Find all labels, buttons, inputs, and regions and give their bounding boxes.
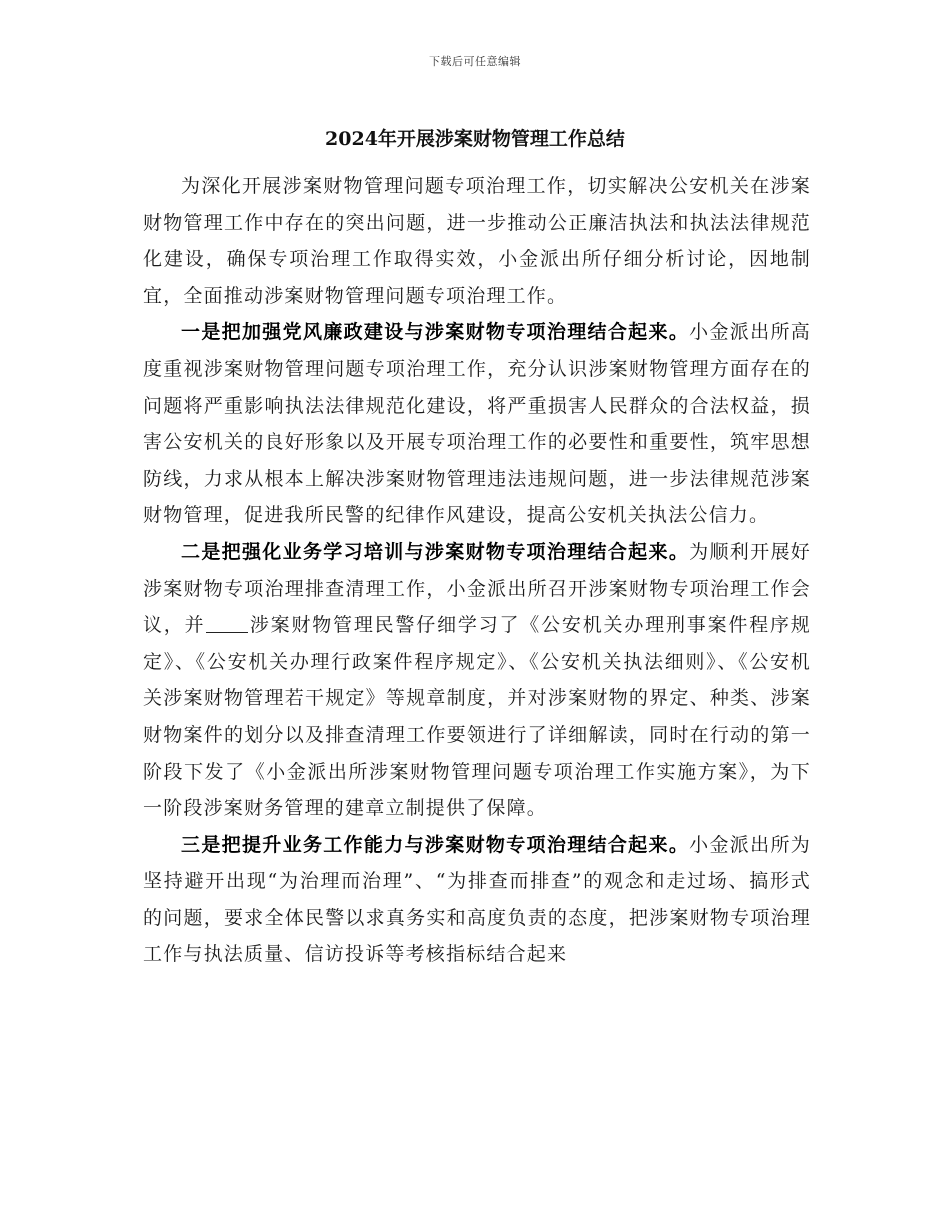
fill-in-blank — [206, 613, 248, 633]
paragraph-point-one — [143, 314, 811, 534]
paragraph-text: 为顺利开展好涉案财物专项治理排查清理工作，小金派出所召开涉案财物专项治理工作会议，并 — [143, 540, 811, 637]
paragraph-lead: 三是把提升业务工作能力与涉案财物专项治理结合起来。 — [181, 833, 690, 856]
document-body — [143, 168, 811, 973]
header-note: 下载后可任意编辑 — [429, 55, 521, 68]
paragraph-lead: 二是把强化业务学习培训与涉案财物专项治理结合起来。 — [181, 540, 690, 563]
paragraph-point-three — [143, 827, 811, 973]
paragraph-intro — [143, 168, 811, 314]
paragraph-point-two — [143, 534, 811, 827]
paragraph-text: 小金派出所高度重视涉案财物管理问题专项治理工作，充分认识涉案财物管理方面存在的问题将严重影响执法法律规范化建设，将严重损害人民群众的合法权益，损害公安机关的良好形象以及开展专项治理工作的必要性和重要性，筑牢思想防线，力求从根本上解决涉案财物管理违法违规问题，进一步法律规范涉案财物管理，促进我所民警的纪律作风建设，提高公安机关执法公信力。 — [143, 321, 811, 527]
paragraph-text: 小金派出所为坚持避开出现“为治理而治理”、“为排查而排查”的观念和走过场、搞形式的问题，要求全体民警以求真务实和高度负责的态度，把涉案财物专项治理工作与执法质量、信访投诉等考核指标结合起来 — [143, 833, 811, 966]
paragraph-lead: 一是把加强党风廉政建设与涉案财物专项治理结合起来。 — [181, 321, 690, 344]
paragraph-text: 为深化开展涉案财物管理问题专项治理工作，切实解决公安机关在涉案财物管理工作中存在的突出问题，进一步推动公正廉洁执法和执法法律规范化建设，确保专项治理工作取得实效，小金派出所仔细分析讨论，因地制宜，全面推动涉案财物管理问题专项治理工作。 — [143, 175, 811, 307]
document-title: 2024年开展涉案财物管理工作总结 — [325, 128, 625, 150]
paragraph-text: 涉案财物管理民警仔细学习了《公安机关办理刑事案件程序规定》、《公安机关办理行政案件程序规定》、《公安机关执法细则》、《公安机关涉案财物管理若干规定》等规章制度，并对涉案财物的界定、种类、涉案财物案件的划分以及排查清理工作要领进行了详细解读，同时在行动的第一阶段下发了《小金派出所涉案财物管理问题专项治理工作实施方案》，为下一阶段涉案财务管理的建章立制提供了保障。 — [143, 614, 811, 820]
